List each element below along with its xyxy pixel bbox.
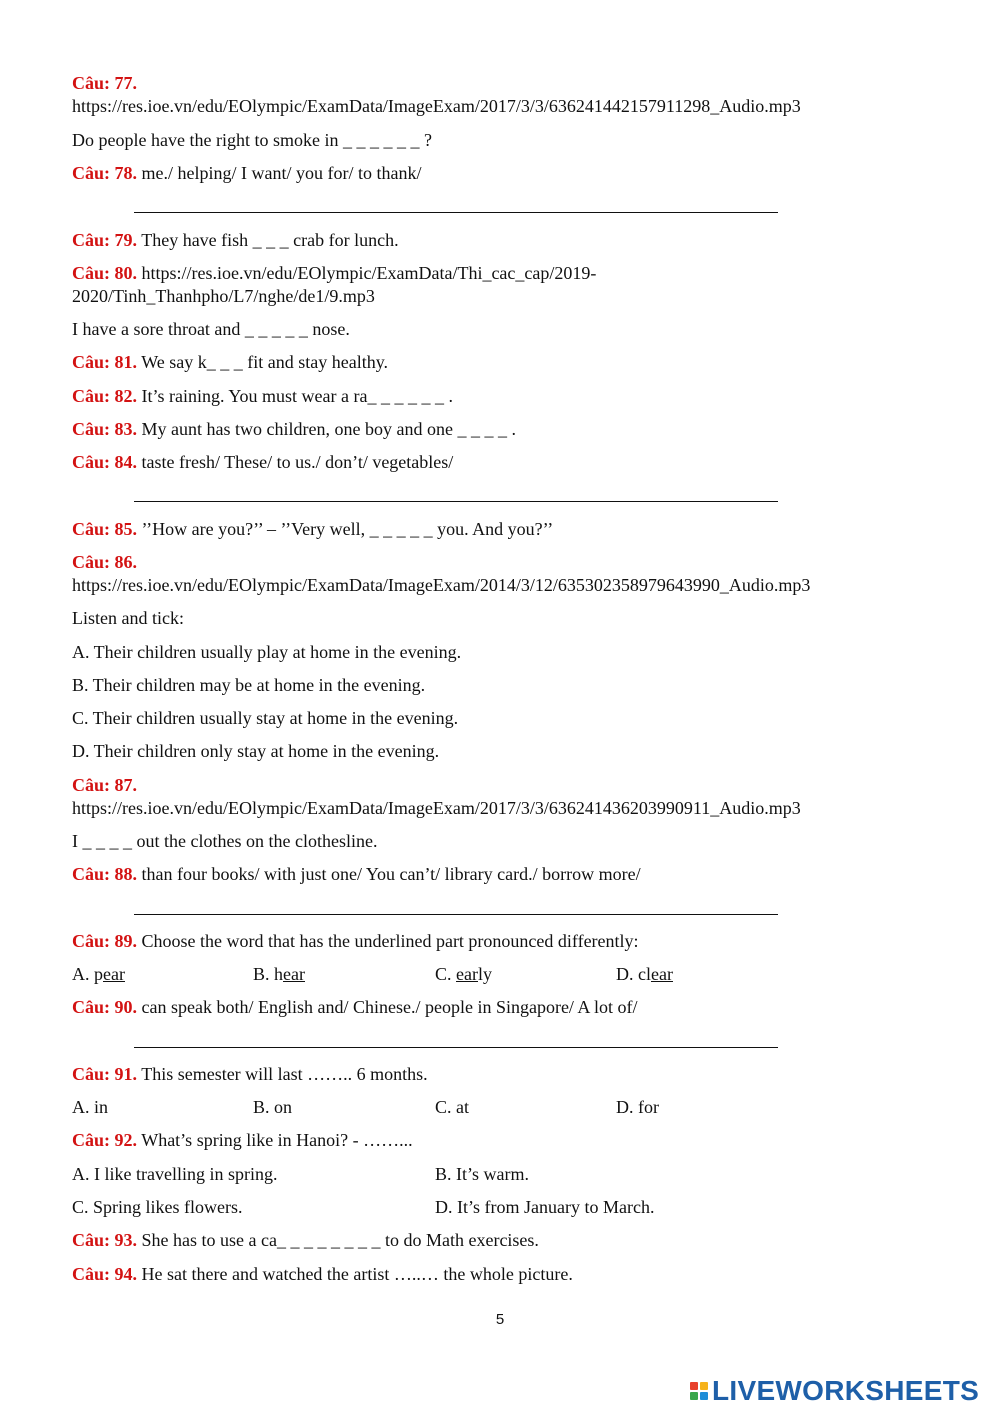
question-93-text: She has to use a ca_ _ _ _ _ _ _ _ to do Math exercises.	[141, 1230, 539, 1250]
question-79-label: Câu: 79.	[72, 230, 138, 250]
answer-line-90[interactable]	[134, 1047, 778, 1048]
question-86-audio-url[interactable]: https://res.ioe.vn/edu/EOlympic/ExamData/ImageExam/2014/3/12/635302358979643990_Audio.mp3	[72, 575, 811, 595]
question-82	[72, 385, 453, 407]
question-83-text: My aunt has two children, one boy and one _ _ _ _ .	[141, 419, 516, 439]
logo-square-1	[690, 1382, 698, 1390]
question-89-option-b[interactable]	[253, 963, 305, 985]
question-86-option-c[interactable]: C. Their children usually stay at home in the evening.	[72, 708, 459, 728]
question-80-audio-url-2[interactable]: 2020/Tinh_Thanhpho/L7/nghe/de1/9.mp3	[72, 286, 375, 306]
question-91-option-b[interactable]: B. on	[253, 1097, 293, 1117]
answer-line-78[interactable]	[134, 212, 778, 213]
question-78-label: Câu: 78.	[72, 163, 138, 183]
question-80-label: Câu: 80.	[72, 263, 138, 283]
question-84-text: taste fresh/ These/ to us./ don’t/ vegetables/	[141, 452, 454, 472]
question-89-option-c[interactable]	[435, 963, 492, 985]
question-92-option-c[interactable]: C. Spring likes flowers.	[72, 1197, 243, 1217]
question-89	[72, 930, 639, 952]
question-82-label: Câu: 82.	[72, 386, 138, 406]
question-86-option-a[interactable]: A. Their children usually play at home in the evening.	[72, 642, 462, 662]
option-underlined-part: ear	[283, 964, 305, 984]
question-77-audio-url[interactable]: https://res.ioe.vn/edu/EOlympic/ExamData/ImageExam/2017/3/3/636241442157911298_Audio.mp3	[72, 96, 801, 116]
question-87-label: Câu: 87.	[72, 775, 138, 795]
question-77-label: Câu: 77.	[72, 73, 138, 93]
question-78	[72, 162, 421, 184]
question-91-option-a[interactable]: A. in	[72, 1097, 108, 1117]
question-92-text: What’s spring like in Hanoi? - ……...	[141, 1130, 413, 1150]
question-81-text: We say k_ _ _ fit and stay healthy.	[141, 352, 389, 372]
question-89-label: Câu: 89.	[72, 931, 138, 951]
logo-square-3	[690, 1392, 698, 1400]
logo-text: LIVEWORKSHEETS	[712, 1375, 980, 1406]
question-79-text: They have fish _ _ _ crab for lunch.	[141, 230, 399, 250]
option-underlined-part: ear	[456, 964, 478, 984]
question-79	[72, 229, 399, 251]
option-prefix: D. cl	[616, 964, 651, 984]
question-85	[72, 518, 553, 540]
question-84	[72, 451, 453, 473]
question-94-text: He sat there and watched the artist …..… the whole picture.	[141, 1264, 573, 1284]
option-prefix: C.	[435, 964, 457, 984]
question-92-label: Câu: 92.	[72, 1130, 138, 1150]
question-81	[72, 351, 388, 373]
question-93	[72, 1229, 539, 1251]
question-91-option-d[interactable]: D. for	[616, 1097, 659, 1117]
answer-line-88[interactable]	[134, 914, 778, 915]
question-78-text: me./ helping/ I want/ you for/ to thank/	[141, 163, 422, 183]
question-85-text: ’’How are you?’’ – ’’Very well, _ _ _ _ _ you. And you?’’	[141, 519, 554, 539]
question-89-text: Choose the word that has the underlined part pronounced differently:	[141, 931, 639, 951]
question-91-text: This semester will last …….. 6 months.	[141, 1064, 428, 1084]
question-86-option-b[interactable]: B. Their children may be at home in the evening.	[72, 675, 426, 695]
option-underlined-part: ear	[103, 964, 125, 984]
question-90-text: can speak both/ English and/ Chinese./ people in Singapore/ A lot of/	[141, 997, 638, 1017]
question-94-label: Câu: 94.	[72, 1264, 138, 1284]
option-prefix: B. h	[253, 964, 284, 984]
logo-icon	[690, 1382, 708, 1400]
question-90	[72, 996, 637, 1018]
question-88-text: than four books/ with just one/ You can’t/ library card./ borrow more/	[141, 864, 641, 884]
question-90-label: Câu: 90.	[72, 997, 138, 1017]
liveworksheets-logo[interactable]	[690, 1376, 979, 1406]
question-87-text: I _ _ _ _ out the clothes on the clothesline.	[72, 831, 378, 851]
question-91-label: Câu: 91.	[72, 1064, 138, 1084]
question-82-text: It’s raining. You must wear a ra_ _ _ _ _ _ .	[141, 386, 453, 406]
question-83-label: Câu: 83.	[72, 419, 138, 439]
question-89-option-d[interactable]	[616, 963, 673, 985]
question-80	[72, 262, 596, 284]
logo-square-2	[700, 1382, 708, 1390]
question-86-label: Câu: 86.	[72, 552, 138, 572]
question-84-label: Câu: 84.	[72, 452, 138, 472]
option-suffix: ly	[478, 964, 493, 984]
question-92-option-a[interactable]: A. I like travelling in spring.	[72, 1164, 278, 1184]
question-86-instruction: Listen and tick:	[72, 608, 184, 628]
question-91-option-c[interactable]: C. at	[435, 1097, 469, 1117]
question-93-label: Câu: 93.	[72, 1230, 138, 1250]
question-89-option-a[interactable]	[72, 963, 125, 985]
question-88	[72, 863, 641, 885]
logo-square-4	[700, 1392, 708, 1400]
question-88-label: Câu: 88.	[72, 864, 138, 884]
question-86-option-d[interactable]: D. Their children only stay at home in the evening.	[72, 741, 440, 761]
option-prefix: A. p	[72, 964, 103, 984]
question-77-text: Do people have the right to smoke in _ _ _ _ _ _ ?	[72, 130, 432, 150]
question-80-text: I have a sore throat and _ _ _ _ _ nose.	[72, 319, 350, 339]
question-81-label: Câu: 81.	[72, 352, 138, 372]
question-94	[72, 1263, 573, 1285]
question-92-option-d[interactable]: D. It’s from January to March.	[435, 1197, 655, 1217]
question-92-option-b[interactable]: B. It’s warm.	[435, 1164, 529, 1184]
question-83	[72, 418, 516, 440]
question-91	[72, 1063, 428, 1085]
question-85-label: Câu: 85.	[72, 519, 138, 539]
page-number: 5	[495, 1311, 505, 1328]
question-87-audio-url[interactable]: https://res.ioe.vn/edu/EOlympic/ExamData/ImageExam/2017/3/3/636241436203990911_Audio.mp3	[72, 798, 801, 818]
option-underlined-part: ear	[651, 964, 673, 984]
question-80-audio-url-1[interactable]: https://res.ioe.vn/edu/EOlympic/ExamData/Thi_cac_cap/2019-	[141, 263, 597, 283]
answer-line-84[interactable]	[134, 501, 778, 502]
question-92	[72, 1129, 413, 1151]
